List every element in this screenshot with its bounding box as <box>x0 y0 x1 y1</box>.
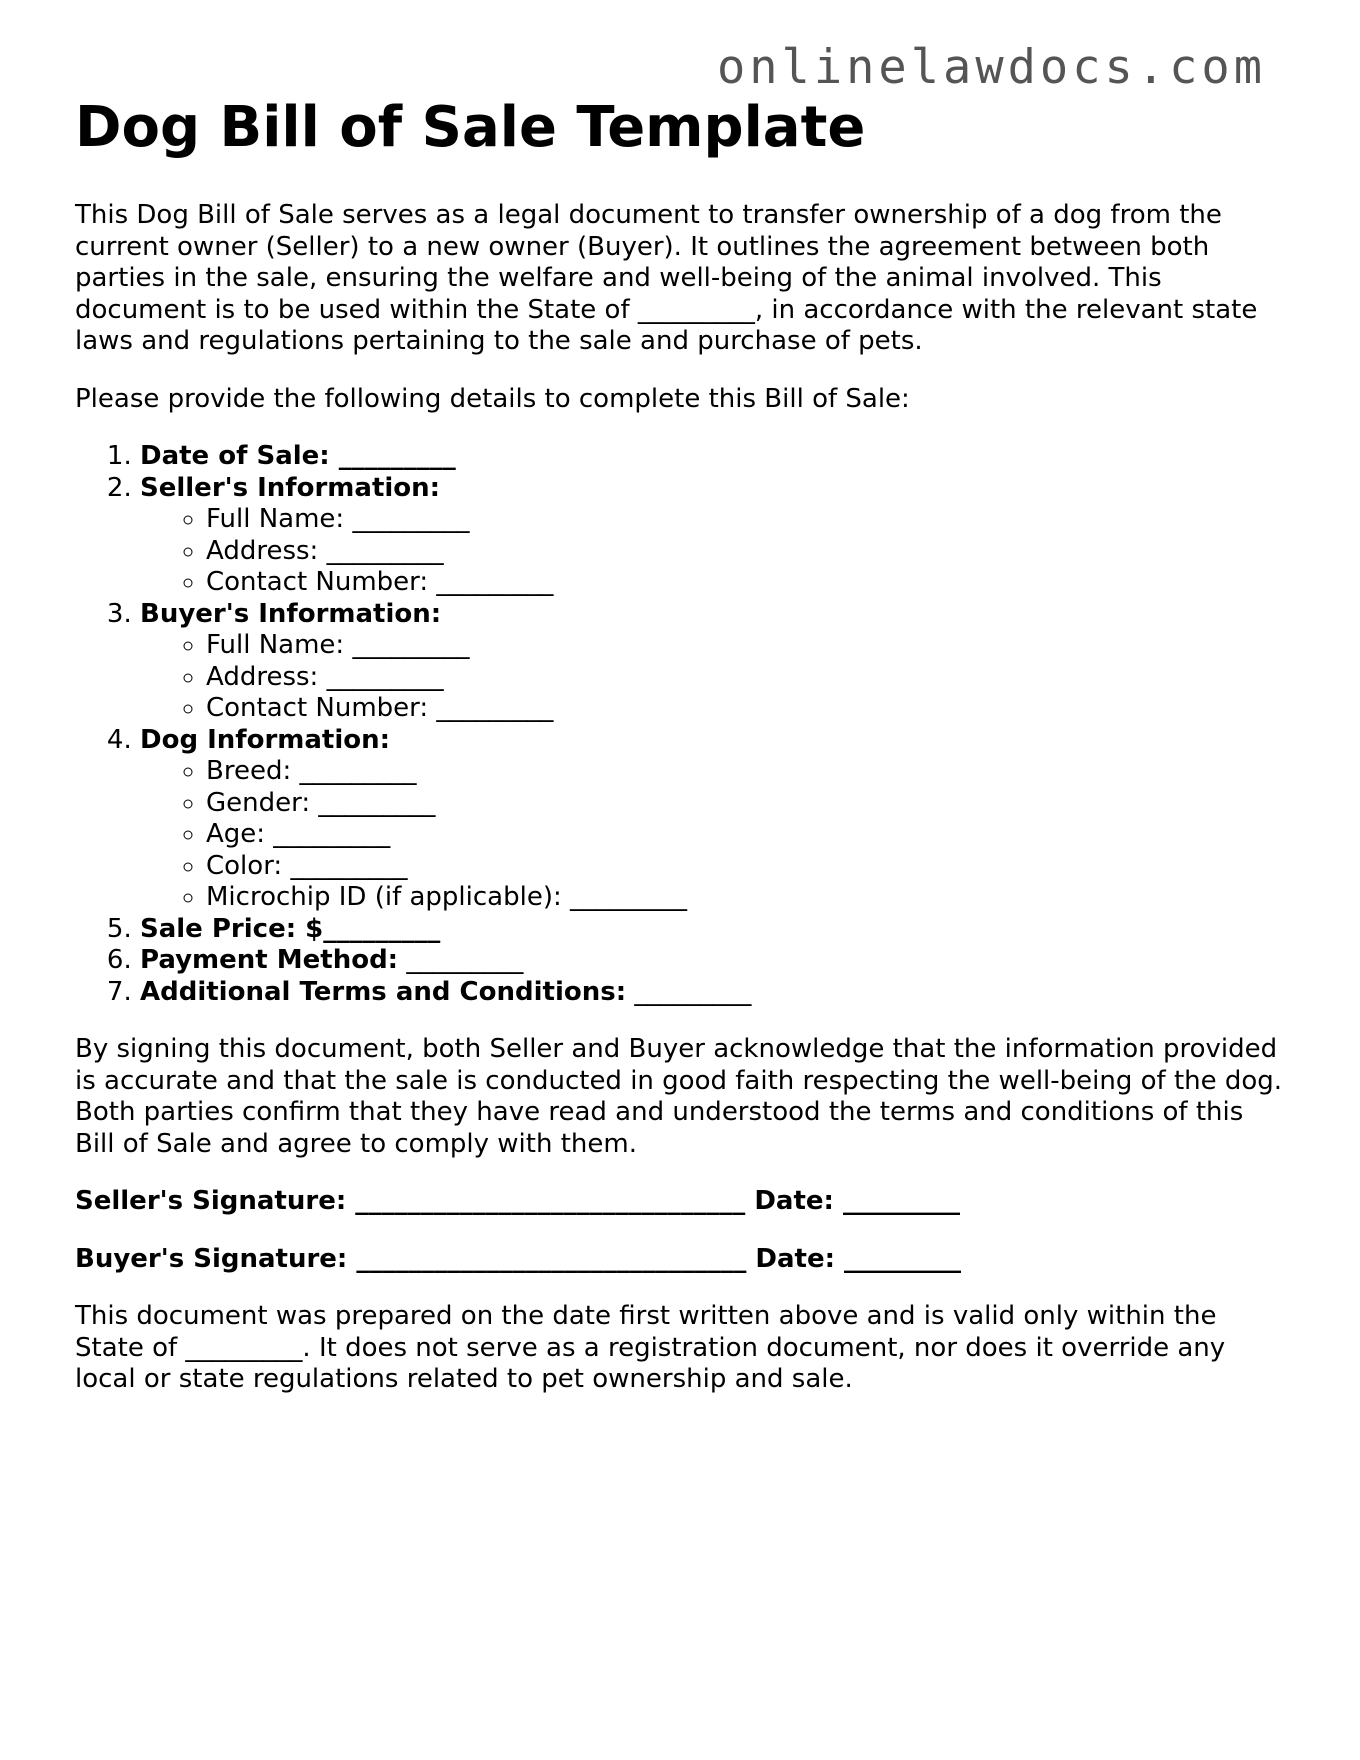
item-label: Seller's Information: <box>140 472 441 503</box>
watermark-text: onlinelawdocs.com <box>716 40 1266 95</box>
list-item-payment-method <box>140 945 1285 977</box>
list-item-sale-price <box>140 914 1285 946</box>
acknowledgement-paragraph: By signing this document, both Seller and Buyer acknowledge that the information provided is accurate and that the sale is conducted in good faith respecting the well-being of the dog. Both parties confirm that they have read and understood the terms and conditions of this Bill of Sale and agree to comply with them. <box>75 1034 1283 1159</box>
dog-color: ◦ Color: _________ <box>206 851 1285 883</box>
buyer-signature-line: Buyer's Signature: ______________________________ Date: _________ <box>75 1243 962 1274</box>
item-blank: _________ <box>329 441 456 471</box>
seller-contact-number: ◦ Contact Number: _________ <box>206 567 1285 599</box>
dog-microchip-id: ◦ Microchip ID (if applicable): _________ <box>206 882 1285 914</box>
item-label: Dog Information: <box>140 724 391 755</box>
closing-paragraph: This document was prepared on the date first written above and is valid only within the State of _________. It does not serve as a registration document, nor does it override any local or state regulations related to pet ownership and sale. <box>75 1301 1226 1394</box>
buyer-contact-number: ◦ Contact Number: _________ <box>206 693 1285 725</box>
dog-fields <box>140 756 1285 914</box>
buyer-fields <box>140 630 1285 725</box>
dog-breed: ◦ Breed: _________ <box>206 756 1285 788</box>
list-item-additional-terms <box>140 977 1285 1009</box>
seller-full-name: ◦ Full Name: _________ <box>206 504 1285 536</box>
document-title: Dog Bill of Sale Template <box>75 95 866 160</box>
item-blank: _________ <box>626 976 752 1007</box>
list-item-dog-information <box>140 725 1285 914</box>
document-body <box>75 96 1285 1396</box>
buyer-address: ◦ Address: _________ <box>206 662 1285 694</box>
seller-address: ◦ Address: _________ <box>206 536 1285 568</box>
seller-signature-line: Seller's Signature: ______________________________ Date: _________ <box>75 1186 960 1216</box>
item-label: Buyer's Information: <box>140 598 442 629</box>
details-list <box>75 441 1285 1008</box>
list-item-date-of-sale <box>140 441 1285 473</box>
item-label: Date of Sale: <box>140 441 330 471</box>
dog-gender: ◦ Gender: _________ <box>206 788 1285 820</box>
list-item-seller-information <box>140 473 1285 599</box>
dog-age: ◦ Age: _________ <box>206 819 1285 851</box>
buyer-full-name: ◦ Full Name: _________ <box>206 630 1285 662</box>
seller-fields <box>140 504 1285 599</box>
list-item-buyer-information <box>140 599 1285 725</box>
item-label: Sale Price: $_________ <box>140 913 441 944</box>
item-label: Payment Method: <box>140 945 399 975</box>
item-blank: _________ <box>398 945 524 975</box>
item-label: Additional Terms and Conditions: <box>140 976 627 1007</box>
instructions-paragraph: Please provide the following details to complete this Bill of Sale: <box>75 383 910 414</box>
intro-paragraph: This Dog Bill of Sale serves as a legal document to transfer ownership of a dog from the current owner (Seller) to a new owner (Buyer). It outlines the agreement between both parties in the sale, ensuring the welfare and well-being of the animal involved. This document is to be used within the State of _________, in accordance with the relevant state laws and regulations pertaining to the sale and purchase of pets. <box>75 200 1258 356</box>
